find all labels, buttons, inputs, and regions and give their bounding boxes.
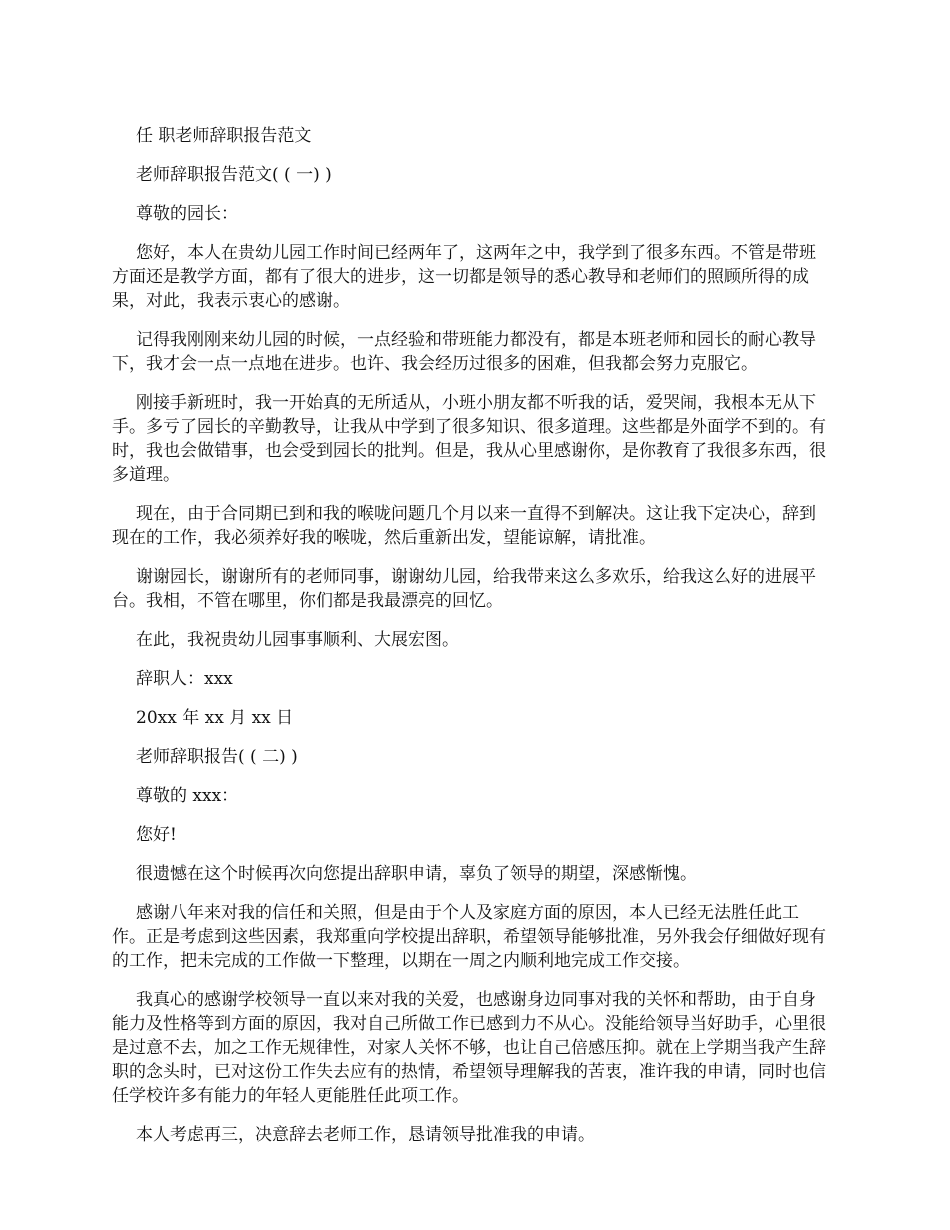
- greeting-line: 您好!: [136, 825, 177, 845]
- body-paragraph: 谢谢园长，谢谢所有的老师同事，谢谢幼儿园，给我带来这么多欢乐，给我这么好的进展平台。我相，不管在哪里，你们都是我最漂亮的回忆。: [112, 567, 816, 611]
- body-paragraph: 感谢八年来对我的信任和关照，但是由于个人及家庭方面的原因，本人已经无法胜任此工作。正是考虑到这些因素，我郑重向学校提出辞职，希望领导能够批准，另外我会仔细做好现有的工作，把未完成的工作做一下整理，以期在一周之内顺利地完成工作交接。: [112, 903, 826, 971]
- closing-wish: 在此，我祝贵幼儿园事事顺利、大展宏图。: [136, 630, 459, 650]
- document-body: [112, 124, 828, 1162]
- body-paragraph: 很遗憾在这个时候再次向您提出辞职申请，辜负了领导的期望，深感惭愧。: [136, 864, 697, 884]
- body-paragraph: 刚接手新班时，我一开始真的无所适从，小班小朋友都不听我的话，爱哭闹，我根本无从下手。多亏了园长的辛勤教导，让我从中学到了很多知识、很多道理。这些都是外面学不到的。有时，我也会做错事，也会受到园长的批判。但是，我从心里感谢你，是你教育了我很多东西，很多道理。: [112, 393, 826, 485]
- body-paragraph: 我真心的感谢学校领导一直以来对我的关爱，也感谢身边同事对我的关怀和帮助，由于自身能力及性格等到方面的原因，我对自己所做工作已感到力不从心。没能给领导当好助手，心里很是过意不去，加之工作无规律性，对家人关怀不够，也让自己倍感压抑。就在上学期当我产生辞职的念头时，已对这份工作失去应有的热情，希望领导理解我的苦衷，准许我的申请，同时也信任学校许多有能力的年轻人更能胜任此项工作。: [112, 990, 826, 1106]
- salutation-one: 尊敬的园长：: [136, 204, 238, 224]
- body-paragraph: 现在，由于合同期已到和我的喉咙问题几个月以来一直得不到解决。这让我下定决心，辞到现在的工作，我必须养好我的喉咙，然后重新出发，望能谅解，请批准。: [112, 504, 816, 548]
- signature-line: 辞职人：xxx: [136, 669, 233, 689]
- salutation-two: 尊敬的 xxx：: [136, 786, 239, 806]
- document-title: 任 职老师辞职报告范文: [136, 126, 312, 146]
- section-heading-two: 老师辞职报告( ( 二) ): [136, 747, 298, 767]
- section-heading-one: 老师辞职报告范文( ( 一) ): [136, 165, 332, 185]
- date-line: 20xx 年 xx 月 xx 日: [136, 708, 294, 728]
- body-paragraph: 您好，本人在贵幼儿园工作时间已经两年了，这两年之中，我学到了很多东西。不管是带班方面还是教学方面，都有了很大的进步，这一切都是领导的悉心教导和老师们的照顾所得的成果，对此，我表示衷心的感谢。: [112, 243, 816, 311]
- final-request: 本人考虑再三，决意辞去老师工作，恳请领导批准我的申请。: [136, 1125, 595, 1145]
- body-paragraph: 记得我刚刚来幼儿园的时候，一点经验和带班能力都没有，都是本班老师和园长的耐心教导下，我才会一点一点地在进步。也许、我会经历过很多的困难，但我都会努力克服它。: [112, 330, 816, 374]
